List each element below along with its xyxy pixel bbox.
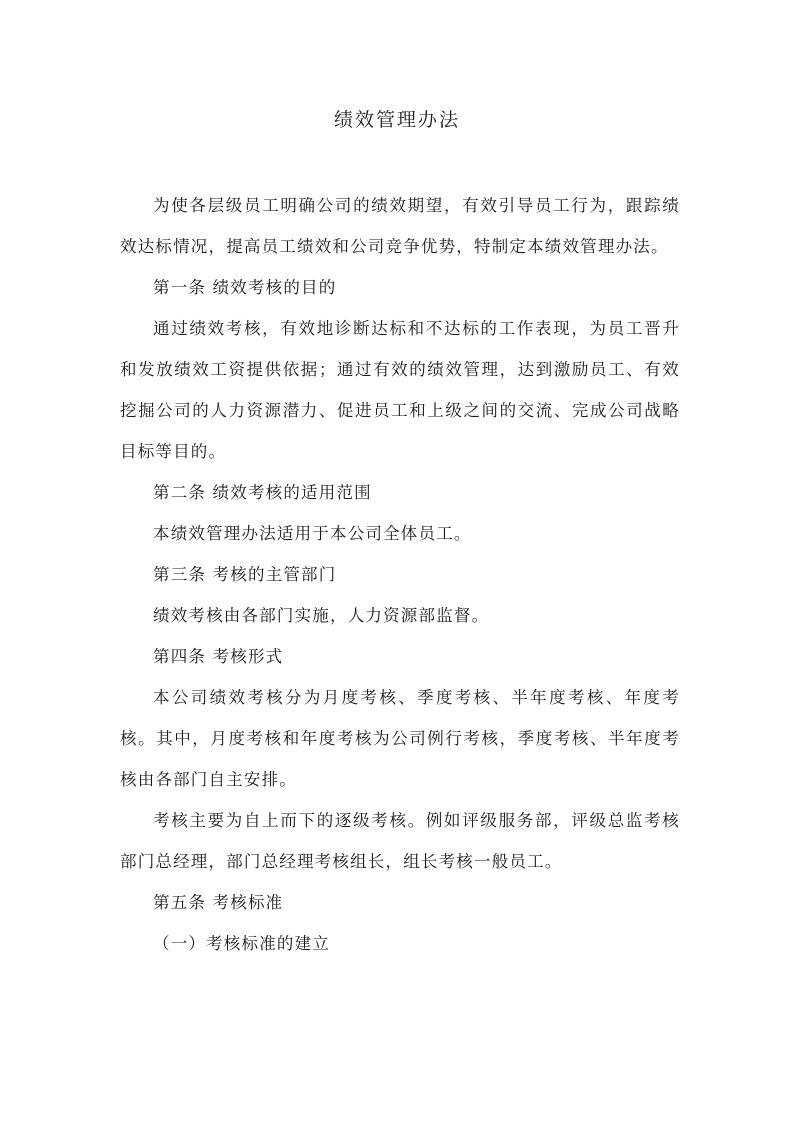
article-2-heading: 第二条 绩效考核的适用范围	[153, 483, 372, 502]
article-2-paragraph: 本绩效管理办法适用于本公司全体员工。	[153, 524, 472, 543]
article-3-paragraph: 绩效考核由各部门实施，人力资源部监督。	[153, 606, 490, 625]
article-1-paragraph: 通过绩效考核，有效地诊断达标和不达标的工作表现，为员工晋升和发放绩效工资提供依据；通过有效的绩效管理，达到激励员工、有效挖掘公司的人力资源潜力、促进员工和上级之间的交流、完成公司战略目标等目的。	[120, 319, 680, 461]
article-4-paragraph-1: 本公司绩效考核分为月度考核、季度考核、半年度考核、年度考核。其中，月度考核和年度考核为公司例行考核，季度考核、半年度考核由各部门自主安排。	[120, 688, 680, 789]
article-5-heading: 第五条 考核标准	[153, 893, 284, 912]
article-4-paragraph-2: 考核主要为自上而下的逐级考核。例如评级服务部，评级总监考核部门总经理，部门总经理考核组长，组长考核一般员工。	[120, 811, 680, 871]
document-title: 绩效管理办法	[333, 109, 460, 131]
document-body	[120, 185, 680, 964]
article-1-heading: 第一条 绩效考核的目的	[153, 278, 337, 297]
article-4-heading: 第四条 考核形式	[153, 647, 284, 666]
intro-paragraph: 为使各层级员工明确公司的绩效期望，有效引导员工行为，跟踪绩效达标情况，提高员工绩效和公司竞争优势，特制定本绩效管理办法。	[120, 196, 680, 256]
article-5-subheading: （一）考核标准的建立	[153, 934, 330, 953]
article-3-heading: 第三条 考核的主管部门	[153, 565, 337, 584]
